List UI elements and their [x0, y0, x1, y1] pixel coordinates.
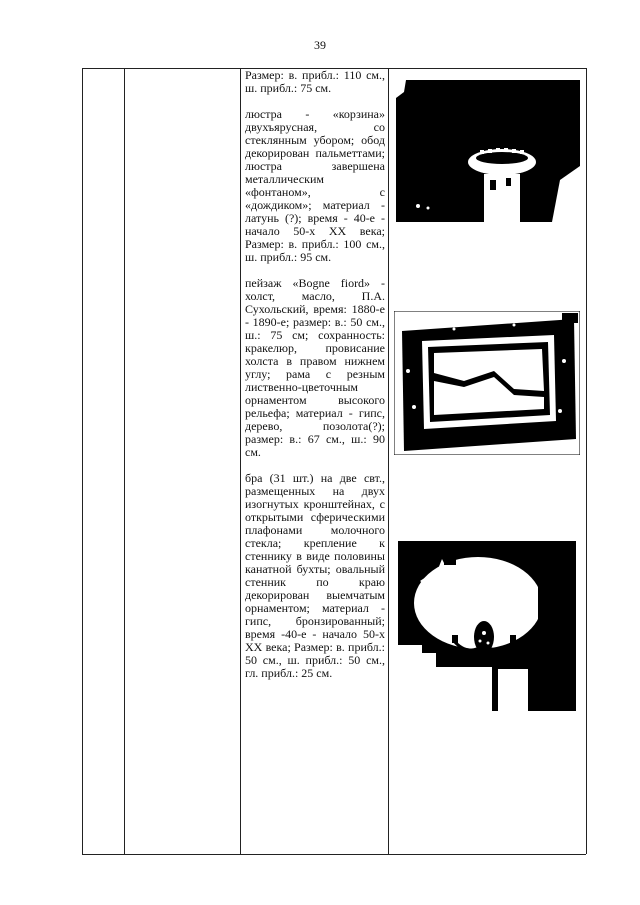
sconce-description: бра (31 шт.) на две свт., размещенных на двух изогнутых кронштейнах, с открытыми сферическими плафонами молочного стекла; крепление к стеннику в виде половины канатной бухты; овальный стенник по краю декорирован выемчатым орнаментом; материал - гипс, бронзированный; время -40-е - начало 50-х XX века; Размер: в. прибл.: 50 см., ш. прибл.: 50 см., гл. прибл.: 25 см. [245, 471, 385, 680]
chandelier-photo [396, 80, 580, 222]
col-border-3 [240, 68, 241, 854]
number-cell [83, 69, 123, 853]
col-border-4 [388, 68, 389, 854]
item-size-text: Размер: в. прибл.: 110 см., ш. прибл.: 75 см. [245, 68, 385, 95]
description-cell [245, 69, 385, 680]
col-border-5 [586, 68, 587, 854]
landscape-painting-photo [394, 311, 580, 455]
name-cell [125, 69, 239, 853]
page-number: 39 [314, 38, 326, 52]
chandelier-description: люстра - «корзина» двухъярусная, со стеклянным убором; обод декорирован пальметтами; люстра завершена металлическим «фонтаном», с «дождиком»; материал - латунь (?); время - 40-е - начало 50-х XX века; Размер: в. прибл.: 100 см., ш. прибл.: 95 см. [245, 107, 385, 264]
table-bottom-border [82, 854, 586, 855]
wall-sconce-photo [398, 541, 576, 711]
painting-description: пейзаж «Bogne fiord» - холст, масло, П.А. Сухольский, время: 1880-е - 1890-е; размер: в.: 50 см., ш.: 75 см; сохранность: кракелюр, провисание холста в правом нижнем углу; рама с резным лиственно-цветочным орнаментом высокого рельефа; материал - гипс, дерево, позолота(?); размер: в.: 67 см., ш.: 90 см. [245, 276, 385, 459]
